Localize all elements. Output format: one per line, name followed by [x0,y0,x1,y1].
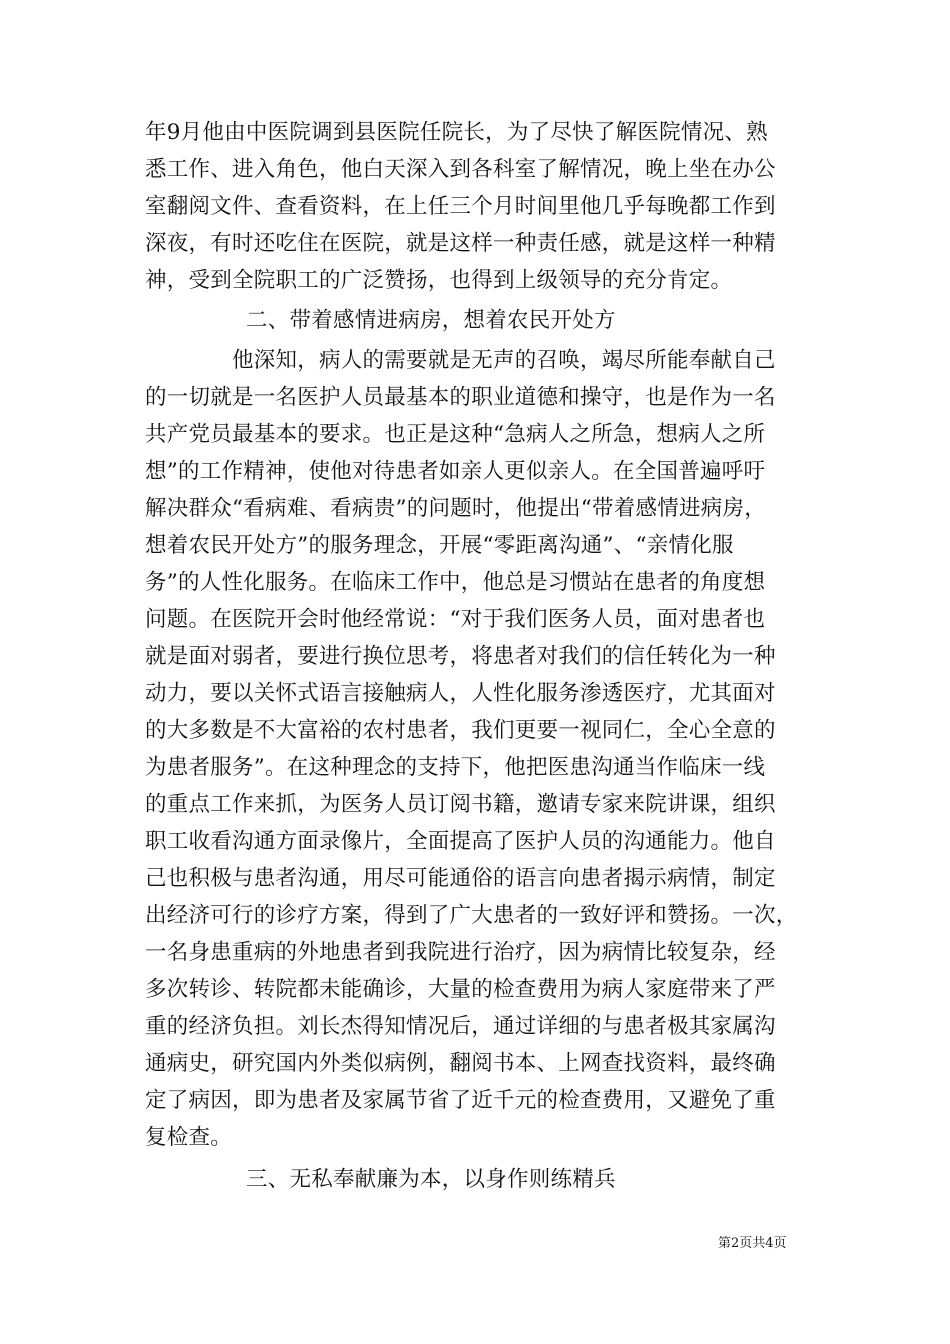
paragraph-2-line-17: 一名身患重病的外地患者到我院进行治疗，因为病情比较复杂，经 [145,940,776,965]
paragraph-2-line-13: 的重点工作来抓，为医务人员订阅书籍，邀请专家来院讲课，组织 [145,792,776,817]
paragraph-2-line-1: 他深知，病人的需要就是无声的召唤，竭尽所能奉献自己 [232,348,776,373]
paragraph-2-line-5: 解决群众“看病难、看病贵”的问题时，他提出“带着感情进病房， [145,496,766,521]
paragraph-2-line-10: 动力，要以关怀式语言接触病人，人性化服务渗透医疗，尤其面对 [145,681,776,706]
paragraph-2-line-6: 想着农民开处方”的服务理念，开展“零距离沟通”、“亲情化服 [145,533,734,558]
paragraph-2-line-22: 复检查。 [145,1125,233,1150]
paragraph-1-line-3: 室翻阅文件、查看资料，在上任三个月时间里他几乎每晚都工作到 [145,194,776,219]
paragraph-1-line-1: 年9月他由中医院调到县医院任院长，为了尽快了解医院情况、熟 [145,120,768,145]
section-heading-2: 二、带着感情进病房，想着农民开处方 [246,308,616,333]
paragraph-2-line-8: 问题。在医院开会时他经常说：“对于我们医务人员，面对患者也 [145,607,766,632]
paragraph-2-line-2: 的一切就是一名医护人员最基本的职业道德和操守，也是作为一名 [145,385,776,410]
paragraph-2-line-9: 就是面对弱者，要进行换位思考，将患者对我们的信任转化为一种 [145,644,776,669]
section-heading-3: 三、无私奉献廉为本，以身作则练精兵 [246,1167,616,1192]
paragraph-2-line-12: 为患者服务”。在这种理念的支持下，他把医患沟通当作临床一线 [145,755,766,780]
paragraph-2-line-21: 定了病因，即为患者及家属节省了近千元的检查费用，又避免了重 [145,1088,776,1113]
paragraph-2-line-15: 己也积极与患者沟通，用尽可能通俗的语言向患者揭示病情，制定 [145,866,776,891]
paragraph-2-line-7: 务”的人性化服务。在临床工作中，他总是习惯站在患者的角度想 [145,570,766,595]
paragraph-1-line-4: 深夜，有时还吃住在医院，就是这样一种责任感，就是这样一种精 [145,231,776,256]
paragraph-2-line-19: 重的经济负担。刘长杰得知情况后，通过详细的与患者极其家属沟 [145,1014,776,1039]
paragraph-2-line-18: 多次转诊、转院都未能确诊，大量的检查费用为病人家庭带来了严 [145,977,776,1002]
paragraph-2-line-20: 通病史，研究国内外类似病例，翻阅书本、上网查找资料，最终确 [145,1051,776,1076]
paragraph-1-line-5: 神，受到全院职工的广泛赞扬，也得到上级领导的充分肯定。 [145,268,733,293]
paragraph-1-line-2: 悉工作、进入角色，他白天深入到各科室了解情况，晚上坐在办公 [145,157,776,182]
paragraph-2-line-3: 共产党员最基本的要求。也正是这种“急病人之所急，想病人之所 [145,422,766,447]
paragraph-2-line-4: 想”的工作精神，使他对待患者如亲人更似亲人。在全国普遍呼吁 [145,459,766,484]
page-number: 第2页共4页 [718,1236,787,1251]
paragraph-2-line-16: 出经济可行的诊疗方案，得到了广大患者的一致好评和赞扬。一次， [145,903,798,928]
paragraph-2-line-14: 职工收看沟通方面录像片，全面提高了医护人员的沟通能力。他自 [145,829,776,854]
paragraph-2-line-11: 的大多数是不大富裕的农村患者，我们更要一视同仁，全心全意的 [145,718,776,743]
